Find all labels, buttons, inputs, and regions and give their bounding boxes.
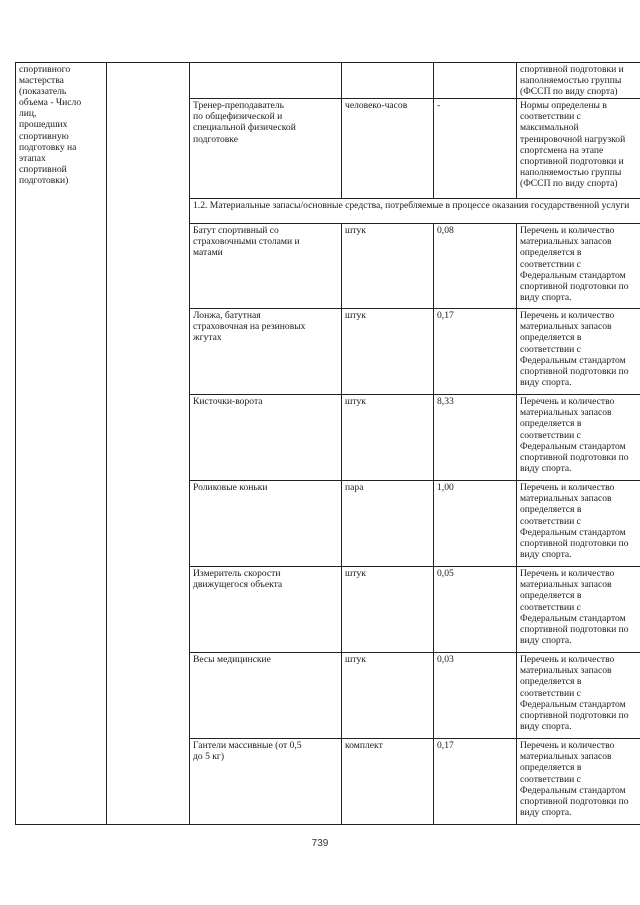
note-cell: спортивной подготовки и наполняемостью группы (ФССП по виду спорта) — [517, 63, 640, 99]
value-cell: 1,00 — [434, 481, 517, 567]
empty-column-cell — [107, 63, 190, 825]
unit-cell — [342, 63, 434, 99]
note-cell: Перечень и количество материальных запасов определяется в соответствии с Федеральным стандартом спортивной подготовки по виду спорта. — [517, 481, 640, 567]
value-cell: 0,17 — [434, 739, 517, 825]
note-cell: Перечень и количество материальных запасов определяется в соответствии с Федеральным стандартом спортивной подготовки по виду спорта. — [517, 567, 640, 653]
unit-cell: штук — [342, 395, 434, 481]
value-cell: 0,17 — [434, 309, 517, 395]
unit-cell: штук — [342, 309, 434, 395]
resource-name-cell: Измеритель скорости движущегося объекта — [190, 567, 342, 653]
section-header-cell: 1.2. Материальные запасы/основные средства, потребляемые в процессе оказания государственной услуги — [190, 199, 640, 224]
note-cell: Перечень и количество материальных запасов определяется в соответствии с Федеральным стандартом спортивной подготовки по виду спорта. — [517, 224, 640, 309]
unit-cell: штук — [342, 567, 434, 653]
resource-name-cell — [190, 63, 342, 99]
resource-name-cell: Тренер-преподаватель по общефизической и специальной физической подготовке — [190, 99, 342, 199]
norms-table — [15, 62, 640, 825]
resource-name-cell: Гантели массивные (от 0,5 до 5 кг) — [190, 739, 342, 825]
resource-name-cell: Весы медицинские — [190, 653, 342, 739]
value-cell: 8,33 — [434, 395, 517, 481]
value-cell: 0,05 — [434, 567, 517, 653]
value-cell: 0,08 — [434, 224, 517, 309]
unit-cell: штук — [342, 224, 434, 309]
unit-cell: пара — [342, 481, 434, 567]
service-indicator-cell: спортивного мастерства (показатель объема - Число лиц, прошедших спортивную подготовку на этапах спортивной подготовки) — [16, 63, 107, 825]
note-cell: Нормы определены в соответствии с максимальной тренировочной нагрузкой спортсмена на этапе спортивной подготовки и наполняемостью группы (ФССП по виду спорта) — [517, 99, 640, 199]
resource-name-cell: Роликовые коньки — [190, 481, 342, 567]
page-number: 739 — [311, 838, 329, 849]
note-cell: Перечень и количество материальных запасов определяется в соответствии с Федеральным стандартом спортивной подготовки по виду спорта. — [517, 309, 640, 395]
value-cell: - — [434, 99, 517, 199]
resource-name-cell: Кисточки-ворота — [190, 395, 342, 481]
unit-cell: штук — [342, 653, 434, 739]
note-cell: Перечень и количество материальных запасов определяется в соответствии с Федеральным стандартом спортивной подготовки по виду спорта. — [517, 653, 640, 739]
note-cell: Перечень и количество материальных запасов определяется в соответствии с Федеральным стандартом спортивной подготовки по виду спорта. — [517, 739, 640, 825]
resource-name-cell: Батут спортивный со страховочными столами и матами — [190, 224, 342, 309]
value-cell — [434, 63, 517, 99]
unit-cell: человеко-часов — [342, 99, 434, 199]
value-cell: 0,03 — [434, 653, 517, 739]
table-row — [16, 63, 640, 99]
unit-cell: комплект — [342, 739, 434, 825]
resource-name-cell: Лонжа, батутная страховочная на резиновых жгутах — [190, 309, 342, 395]
note-cell: Перечень и количество материальных запасов определяется в соответствии с Федеральным стандартом спортивной подготовки по виду спорта. — [517, 395, 640, 481]
